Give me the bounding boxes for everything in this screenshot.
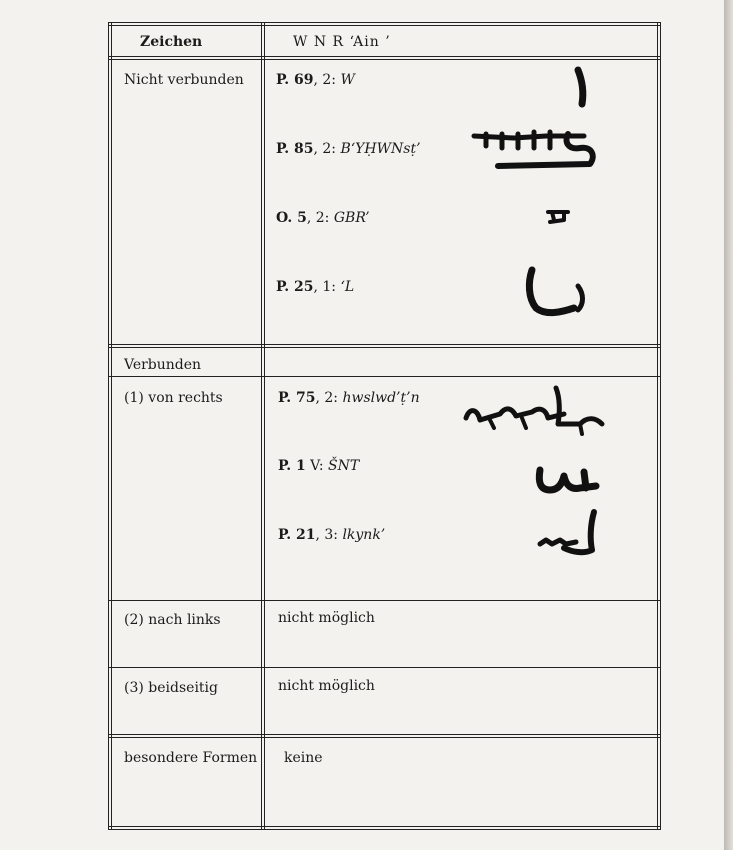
table-rule <box>660 22 661 830</box>
table-rule <box>657 22 658 830</box>
table-rule <box>108 344 661 345</box>
label-besondere-formen: besondere Formen <box>124 750 258 766</box>
label-nicht-verbunden: Nicht verbunden <box>124 72 244 88</box>
table-rule <box>108 22 109 830</box>
script-specimen-glyph <box>460 384 610 446</box>
table-rule <box>108 829 661 830</box>
script-specimen-glyph <box>468 126 608 176</box>
reference-entry: P. 69, 2: W <box>276 72 355 88</box>
script-specimen-glyph <box>572 66 592 108</box>
script-specimen-glyph <box>544 204 574 228</box>
value-beidseitig: nicht möglich <box>278 678 375 694</box>
table-rule <box>108 734 661 735</box>
value-nach-links: nicht möglich <box>278 610 375 626</box>
reference-entry: O. 5, 2: GBR’ <box>276 210 370 226</box>
script-specimen-glyph <box>536 508 606 562</box>
value-besondere-formen: keine <box>284 750 323 766</box>
table-rule <box>108 376 661 377</box>
table-rule <box>108 56 661 57</box>
script-specimen-glyph <box>534 462 604 502</box>
label-beidseitig: (3) beidseitig <box>124 680 218 696</box>
table-rule <box>108 59 661 60</box>
table-rule <box>111 22 112 830</box>
table-rule <box>108 22 661 23</box>
reference-entry: P. 1 V: ŠNT <box>278 458 360 474</box>
table-rule <box>108 737 661 738</box>
reference-entry: P. 25, 1: ‘L <box>276 279 355 295</box>
table-rule <box>108 826 661 827</box>
book-spine-shadow <box>724 0 733 850</box>
header-zeichen: Zeichen <box>140 34 203 50</box>
table-rule <box>261 22 262 830</box>
label-von-rechts: (1) von rechts <box>124 390 223 406</box>
reference-entry: P. 21, 3: lkynk’ <box>278 527 386 543</box>
table-rule <box>264 22 265 830</box>
table-rule <box>108 600 661 601</box>
header-letter-names: W N R ‘Ain ’ <box>293 34 391 50</box>
table-rule <box>108 667 661 668</box>
reference-entry: P. 85, 2: B‘YḤWNsṭ’ <box>276 141 421 157</box>
reference-entry: P. 75, 2: hwslwd’ṭ’n <box>278 390 420 406</box>
label-verbunden: Verbunden <box>124 357 202 373</box>
table-rule <box>108 25 661 26</box>
script-specimen-glyph <box>522 264 592 320</box>
label-nach-links: (2) nach links <box>124 612 221 628</box>
table-rule <box>108 347 661 348</box>
